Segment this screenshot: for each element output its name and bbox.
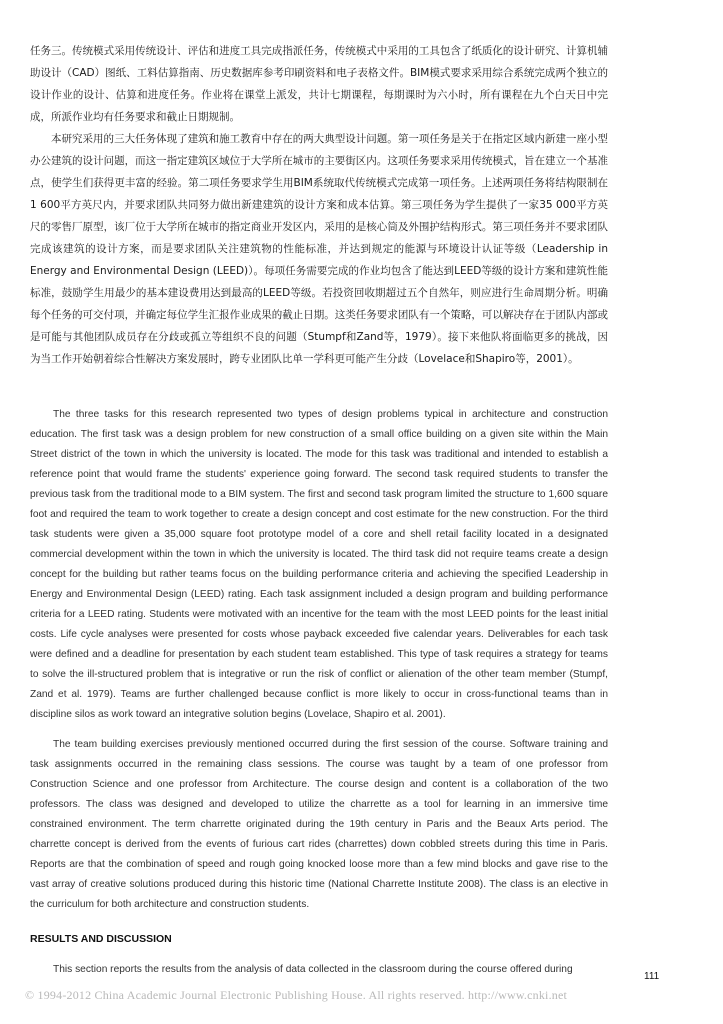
page-number: 111	[644, 971, 660, 982]
en-paragraph-1: The three tasks for this research represented two types of design problems typical in architecture and construction education. The first task was a design problem for new construction of a small office building on a given site within the Main Street district of the town in which the university is located. The mode for this task was traditional and intended to establish a reference point that would frame the students' experience going forward. The second task required students to transfer the previous task from the traditional mode to a BIM system. The first and second task program limited the structure to 1,600 square foot and required the team to work together to create a design concept and cost estimate for the new construction. For the third task students were given a 35,000 square foot prototype model of a core and shell retail facility located in a designated commercial development within the town in which the university is located. The third task did not require teams create a design concept for the building but rather teams focus on the building performance criteria and achieving the specified Leadership in Energy and Environmental Design (LEED) rating. Each task assignment included a design program and building performance criteria for a LEED rating. Students were motivated with an incentive for the team with the most LEED points for the least initial costs. Life cycle analyses were presented for costs whose payback exceeded five calendar years. Deliverables for each task were defined and a deadline for presentation by each student team established. This type of task requires a strategy for teams to solve the ill-structured problem that is integrative or run the risk of conflict or alienation of the other team member (Stumpf, Zand et al. 1979). Teams are further challenged because conflict is more likely to occur in cross-functional teams than in discipline silos as work toward an integrative solution begins (Lovelace, Shapiro et al. 2001).	[30, 409, 608, 721]
page-body	[30, 40, 608, 975]
zh-paragraph-1: 任务三。传统模式采用传统设计、评估和进度工具完成指派任务，传统模式中采用的工具包含了纸质化的设计研究、计算机辅助设计（CAD）图纸、工料估算指南、历史数据库参考印刷资料和电子表格文件。BIM模式要求采用综合系统完成两个独立的设计作业的设计、估算和进度任务。作业将在课堂上派发，共计七期课程，每期课时为六小时，所有课程在九个白天日中完成，所派作业均有任务要求和截止日期规制。	[30, 45, 608, 123]
copyright-footer: © 1994-2012 China Academic Journal Electronic Publishing House. All rights reserved. http://www.cnki.net	[25, 988, 568, 1002]
section-heading: RESULTS AND DISCUSSION	[30, 933, 172, 946]
english-section	[30, 395, 608, 990]
en-paragraph-2: The team building exercises previously mentioned occurred during the first session of the course. Software training and task assignments occurred in the remaining class sessions. The course was taught by a team of one professor from Construction Science and one professor from Architecture. The course design and content is a collaboration of the two professors. The class was designed and developed to utilize the charrette as a tool for learning in an immersive time constrained environment. The term charrette originated during the 19th century in Paris and the Beaux Arts period. The charrette concept is derived from the events of furious cart rides (charrettes) down cobbled streets during this time in Paris. Reports are that the combination of speed and rough going knocked loose more than a few mind blocks and gave rise to the vast array of creative solutions produced during this historic time (National Charrette Institute 2008). The class is an elective in the curriculum for both architecture and construction students.	[30, 739, 608, 911]
zh-paragraph-2	[30, 128, 608, 370]
en-paragraph-3: This section reports the results from the analysis of data collected in the classroom during the course offered during	[53, 963, 573, 975]
zh-paragraph-2-text: 本研究采用的三大任务体现了建筑和施工教育中存在的两大典型设计问题。第一项任务是关于在指定区域内新建一座小型办公建筑的设计问题，而这一指定建筑区域位于大学所在城市的主要街区内。这项任务要求采用传统模式，旨在建立一个基准点，使学生们获得更丰富的经验。第二项任务要求学生用BIM系统取代传统模式完成第一项任务。上述两项任务将结构限制在1 600平方英尺内，并要求团队共同努力做出新建建筑的设计方案和成本估算。第三项任务为学生提供了一家35 000平方英尺的零售厂原型，该厂位于大学所在城市的指定商业开发区内，采用的是核心筒及外围护结构形式。第三项任务并不要求团队完成该建筑的设计方案，而是要求团队关注建筑物的性能标准，并达到规定的能源与环境设计认证等级（Leadership in Energy and Environmental Design (LEED)）。每项任务需要完成的作业均包含了能达到LEED等级的设计方案和建筑性能标准，鼓励学生用最少的基本建设费用达到最高的LEED等级。若投资回收期超过五个自然年，则应进行生命周期分析。明确每个任务的可交付项，并确定每位学生汇报作业成果的截止日期。这类任务要求团队有一个策略，可以解决存在于团队内部或是可能与其他团队成员存在分歧或孤立等组织不良的问题（Stumpf和Zand等，1979）。接下来他队将面临更多的挑战，因为当工作开始朝着综合性解决方案发展时，跨专业团队比单一学科更可能产生分歧（Lovelace和Shapiro等，2001）。	[30, 133, 608, 365]
